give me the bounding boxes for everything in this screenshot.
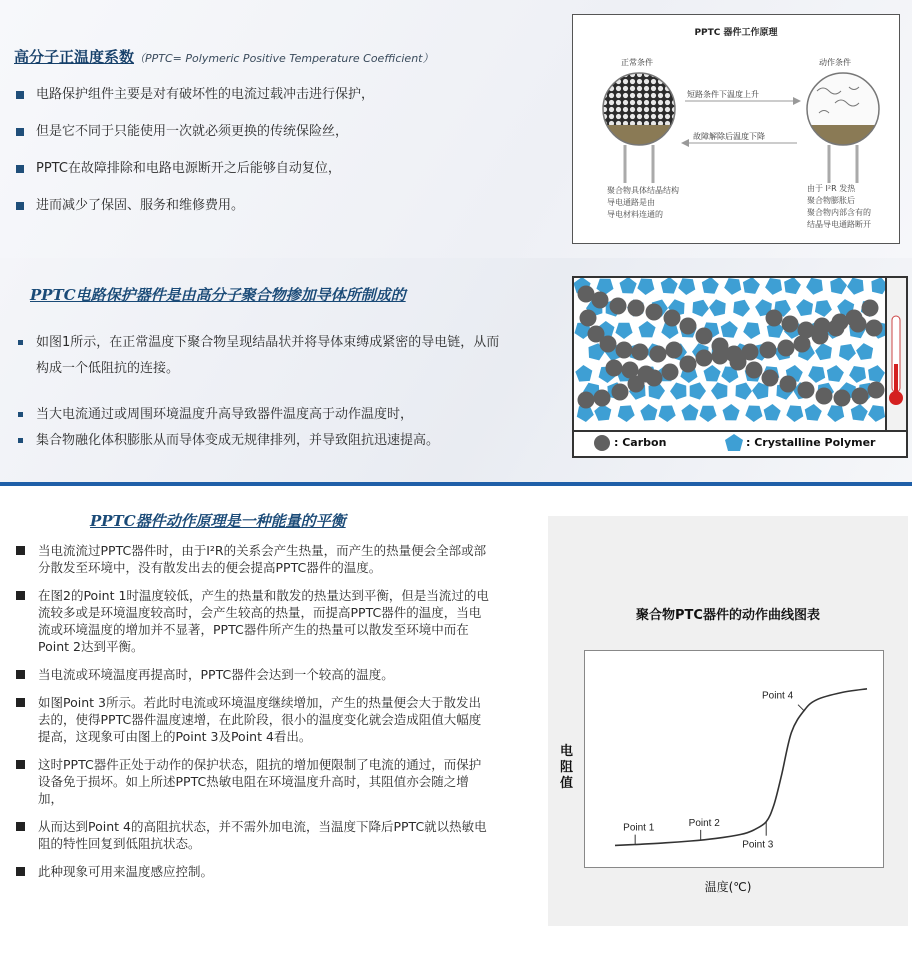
caption-line: 导电材料连通的	[607, 210, 663, 219]
trip-caption	[807, 183, 871, 231]
carbon-particle	[852, 388, 869, 405]
normal-condition-label: 正常条件	[621, 58, 653, 67]
bullet-square-icon	[16, 165, 24, 173]
carbon-particle	[622, 362, 639, 379]
bullet-text: 当电流或环境温度再提高时，PPTC器件会达到一个较高的温度。	[38, 667, 394, 682]
carbon-particle	[730, 354, 747, 371]
bullet-square-icon	[16, 760, 25, 769]
carbon-particle	[612, 384, 629, 401]
polymer-icon	[725, 434, 743, 451]
carbon-particle	[696, 350, 713, 367]
list-item	[14, 330, 504, 382]
trip-condition-label: 动作条件	[819, 58, 851, 67]
bullet-square-icon	[16, 546, 25, 555]
carbon-particle	[862, 300, 879, 317]
carbon-particle	[780, 376, 797, 393]
annotation-label: Point 2	[688, 817, 720, 829]
list-item	[14, 694, 489, 745]
list-item	[14, 86, 374, 104]
carbon-particle	[616, 342, 633, 359]
carbon-particle	[680, 356, 697, 373]
list-item	[14, 587, 489, 655]
carbon-polymer-graphic	[574, 278, 906, 430]
carbon-particle	[650, 346, 667, 363]
diagram-title: PPTC 器件工作原理	[694, 28, 778, 38]
bullet-text: 当大电流通过或周围环境温度升高导致器件温度高于动作温度时，	[36, 407, 414, 422]
bullet-square-icon	[16, 91, 24, 99]
bullet-square-icon	[16, 867, 25, 876]
diagram-legend	[574, 430, 906, 456]
section1-heading-main: 高分子正温度系数	[14, 48, 135, 66]
caption-line: 导电通路是由	[607, 198, 655, 207]
bullet-text: 从而达到Point 4的高阻抗状态，并不需外加电流，当温度下降后PPTC就以热敏电阻的特性回复到低阻抗状态。	[38, 819, 487, 851]
list-item	[14, 666, 489, 683]
caption-line: 结晶导电通路断开	[807, 220, 871, 229]
bullet-text: 如图Point 3所示。若此时电流或环境温度继续增加，产生的热量便会大于散发出去的，使得PPTC器件温度速增，在此阶段，很小的温度变化就会造成阻值大幅度提高，这现象可由图上的Point 3及Point 4看出。	[38, 695, 482, 744]
bullet-text: 当电流流过PPTC器件时，由于I²R的关系会产生热量，而产生的热量便会全部或部分散发至环境中，没有散发出去的便会提高PPTC器件的温度。	[38, 543, 487, 575]
bullet-square-icon	[16, 128, 24, 136]
bullet-text: 在图2的Point 1时温度较低，产生的热量和散发的热量达到平衡，但是当流过的电流较多或是环境温度较高时，会产生较高的热量，而提高PPTC器件的温度，当电流或环境温度的增加并不显著，PPTC器件所产生的热量可以散发至环境中而在Point 2达到平衡。	[38, 588, 489, 654]
caption-line: 由于 I²R 发热	[807, 184, 856, 193]
bullet-text: 进而减少了保固、服务和维修费用。	[36, 198, 245, 213]
legend-carbon: : Carbon	[614, 436, 667, 449]
ptc-curve-chart	[548, 516, 908, 926]
section2-bullet-list-b	[14, 402, 514, 454]
list-item	[14, 402, 514, 428]
bullet-text: 但是它不同于只能使用一次就必须更换的传统保险丝，	[36, 124, 349, 139]
carbon-icon	[594, 435, 610, 451]
section1-heading-sub: （PPTC= Polymeric Positive Temperature Coefficient）	[134, 52, 434, 65]
bullet-square-icon	[16, 202, 24, 210]
bullet-text: 集合物融化体积膨胀从而导体变成无规律排列，并导致阻抗迅速提高。	[36, 433, 440, 448]
caption-line: 聚合物内部含有的	[807, 208, 871, 217]
carbon-particle	[762, 370, 779, 387]
carbon-particle	[578, 392, 595, 409]
caption-line: 聚合物具体结晶结构	[607, 186, 679, 195]
carbon-particle	[834, 390, 851, 407]
carbon-particle	[594, 390, 611, 407]
chart-plot-area	[584, 650, 884, 868]
legend-polymer: : Crystalline Polymer	[746, 436, 876, 449]
section1-bullet-list	[14, 86, 374, 234]
carbon-particle	[646, 304, 663, 321]
carbon-particle	[868, 382, 885, 399]
annotation-label: Point 3	[742, 839, 774, 851]
carbon-particle	[610, 298, 627, 315]
list-item	[14, 542, 489, 576]
list-item	[14, 160, 374, 178]
bullet-square-icon	[18, 340, 23, 345]
bullet-square-icon	[16, 822, 25, 831]
bullet-square-icon	[18, 438, 23, 443]
carbon-particle	[696, 328, 713, 345]
bullet-square-icon	[16, 591, 25, 600]
bullet-text: 这时PPTC器件正处于动作的保护状态，阻抗的增加便限制了电流的通过，而保护设备免于损坏。如上所述PPTC热敏电阻在环境温度升高时，其阻值亦会随之增加，	[38, 757, 482, 806]
carbon-particle	[606, 360, 623, 377]
carbon-particle	[600, 336, 617, 353]
section-composition	[0, 258, 912, 482]
section2-heading: PPTC电路保护器件是由高分子聚合物掺加导体所制成的	[30, 286, 406, 304]
carbon-particle	[662, 364, 679, 381]
carbon-particle	[766, 310, 783, 327]
bullet-text: PPTC在故障排除和电路电源断开之后能够自动复位，	[36, 161, 341, 176]
pptc-principle-diagram	[572, 14, 900, 244]
carbon-particle	[798, 322, 815, 339]
annotation-label: Point 4	[762, 690, 794, 702]
carbon-particle	[832, 314, 849, 331]
chart-ylabel: 电阻值	[560, 744, 574, 791]
bullet-text: 如图1所示，在正常温度下聚合物呈现结晶状并将导体束缚成紧密的导电链，从而构成一个低阻抗的连接。	[36, 335, 500, 376]
carbon-particle	[760, 342, 777, 359]
annotation-tick	[798, 705, 804, 711]
carbon-particle	[816, 388, 833, 405]
carbon-particle	[580, 310, 597, 327]
chart-xlabel: 温度(℃)	[704, 880, 752, 894]
carbon-particle	[628, 300, 645, 317]
section1-heading	[14, 46, 433, 67]
bullet-text: 此种现象可用来温度感应控制。	[38, 864, 214, 879]
carbon-particle	[666, 342, 683, 359]
list-item	[14, 756, 489, 807]
section-operation	[0, 486, 912, 958]
carbon-particle	[638, 366, 655, 383]
list-item	[14, 818, 489, 852]
section2-bullet-list-a	[14, 330, 504, 382]
list-item	[14, 197, 374, 215]
carbon-particle	[814, 318, 831, 335]
carbon-particle	[712, 348, 729, 365]
carbon-particle	[746, 362, 763, 379]
carbon-particle	[632, 344, 649, 361]
arrow-top-label: 短路条件下温度上升	[687, 90, 759, 99]
carbon-polymer-diagram	[572, 276, 908, 458]
bullet-text: 电路保护组件主要是对有破坏性的电流过载冲击进行保护，	[36, 87, 375, 102]
list-item	[14, 123, 374, 141]
chart-svg	[585, 651, 883, 867]
carbon-particle	[850, 316, 867, 333]
annotation-label: Point 1	[623, 822, 655, 834]
list-item	[14, 428, 514, 454]
carbon-particle	[680, 318, 697, 335]
section3-bullet-list	[14, 542, 489, 891]
normal-caption	[607, 185, 679, 221]
bullet-square-icon	[16, 698, 25, 707]
section3-heading: PPTC器件动作原理是一种能量的平衡	[90, 512, 346, 530]
arrow-bottom-label: 故障解除后温度下降	[693, 132, 765, 141]
carbon-particle	[592, 292, 609, 309]
carbon-particle	[866, 320, 883, 337]
caption-line: 聚合物膨胀后	[807, 196, 855, 205]
section-intro	[0, 0, 912, 258]
carbon-particle	[782, 316, 799, 333]
bullet-square-icon	[16, 670, 25, 679]
carbon-particle	[664, 310, 681, 327]
carbon-particle	[778, 340, 795, 357]
chart-title: 聚合物PTC器件的动作曲线图表	[636, 608, 820, 623]
bullet-square-icon	[18, 412, 23, 417]
list-item	[14, 863, 489, 880]
carbon-particle	[798, 382, 815, 399]
